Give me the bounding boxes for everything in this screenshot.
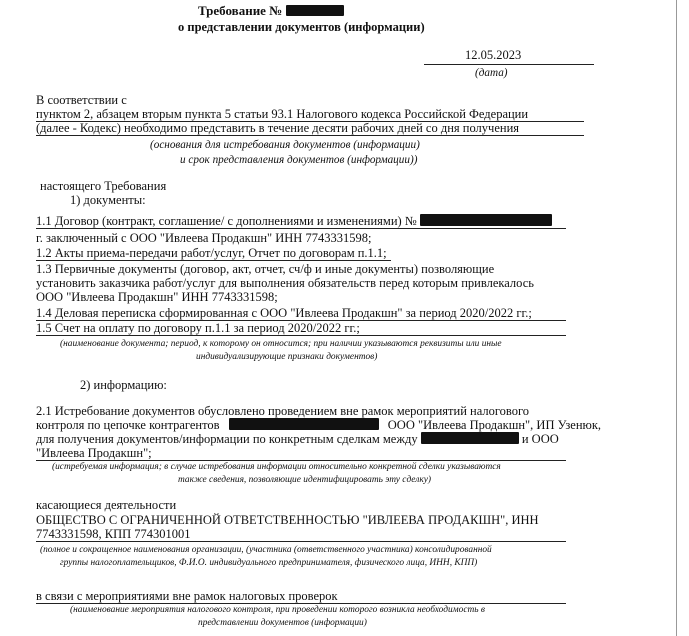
date-value: 12.05.2023 xyxy=(465,48,522,62)
control-caption1: (наименование мероприятия налогового контроля, при проведении которого возникла необходимость в xyxy=(70,605,485,615)
doc-line-2-underline xyxy=(36,260,391,261)
info-line-1: 2.1 Истребование документов обусловлено проведением вне рамок мероприятий налогового xyxy=(36,404,530,418)
info-line-2: контроля по цепочке контрагентов ООО "Ивлеева Продакшн", ИП Узенюк, xyxy=(36,418,602,432)
redacted-contractors xyxy=(229,418,379,430)
basis-intro: В соответствии с xyxy=(36,93,127,107)
basis-line2-underline xyxy=(36,135,584,136)
doc-line-5-underline xyxy=(36,335,566,336)
documents-label: 1) документы: xyxy=(70,193,146,207)
documents-caption1: (наименование документа; период, к которому он относится; при наличии указываются реквизиты или иные xyxy=(60,339,502,349)
documents-caption2: индивидуализирующие признаки документов) xyxy=(196,352,378,362)
information-caption2: также сведения, позволяющие идентифицировать эту сделку) xyxy=(178,475,431,485)
document-title: Требование № xyxy=(198,4,344,18)
document-subtitle: о представлении документов (информации) xyxy=(178,20,425,34)
control-caption2: представлении документов (информации) xyxy=(198,618,367,628)
scan-edge xyxy=(676,0,677,636)
organization-line1: ОБЩЕСТВО С ОГРАНИЧЕННОЙ ОТВЕТСТВЕННОСТЬЮ "ИВЛЕЕВА ПРОДАКШН", ИНН xyxy=(36,513,539,527)
info-line-4: "Ивлеева Продакшн"; xyxy=(36,446,152,460)
control-underline xyxy=(36,603,566,604)
basis-caption2: и срок представления документов (информации)) xyxy=(180,154,418,166)
doc-item-3-cont2: ООО "Ивлеева Продакшн" ИНН 7743331598; xyxy=(36,290,278,304)
info-underline xyxy=(36,460,566,461)
doc-item-1: 1.1 Договор (контракт, соглашение/ с дополнениями и изменениями) № xyxy=(36,214,552,228)
info-line-3: для получения документов/информации по конкретным сделкам между и ООО xyxy=(36,432,559,446)
doc-line-1-underline xyxy=(36,228,566,229)
date-caption: (дата) xyxy=(475,67,508,79)
doc-item-5: 1.5 Счет на оплату по договору п.1.1 за период 2020/2022 гг.; xyxy=(36,321,360,335)
organization-caption1: (полное и сокращенное наименования организации, (участника (ответственного участника) консолидированной xyxy=(40,545,492,555)
date-underline xyxy=(424,64,594,65)
information-caption1: (истребуемая информация; в случае истребования информации относительно конкретной сделки указываются xyxy=(52,462,501,472)
control-text: в связи с мероприятиями вне рамок налоговых проверок xyxy=(36,589,338,603)
organization-label: касающиеся деятельности xyxy=(36,498,177,512)
information-label: 2) информацию: xyxy=(80,378,167,392)
basis-line1: пунктом 2, абзацем вторым пункта 5 статьи 93.1 Налогового кодекса Российской Федерации xyxy=(36,107,529,121)
doc-item-1-cont: г. заключенный с ООО "Ивлеева Продакшн" ИНН 7743331598; xyxy=(36,231,372,245)
doc-item-3-cont: установить заказчика работ/услуг для выполнения обязательств перед которым привлекалось xyxy=(36,276,534,290)
doc-item-4: 1.4 Деловая переписка сформированная с ООО "Ивлеева Продакшн" за период 2020/2022 гг.; xyxy=(36,306,532,320)
requirement-label: настоящего Требования xyxy=(40,179,167,193)
redacted-parties xyxy=(421,432,519,444)
doc-item-3: 1.3 Первичные документы (договор, акт, отчет, сч/ф и иные документы) позволяющие xyxy=(36,262,495,276)
organization-underline xyxy=(36,541,566,542)
doc-item-2: 1.2 Акты приема-передачи работ/услуг, Отчет по договорам п.1.1; xyxy=(36,246,387,260)
organization-line2: 7743331598, КПП 774301001 xyxy=(36,527,191,541)
organization-caption2: группы налогоплательщиков, Ф.И.О. индивидуального предпринимателя, физического лица, ИНН, КПП) xyxy=(60,558,478,568)
redacted-contract-number xyxy=(420,214,552,226)
basis-line2: (далее - Кодекс) необходимо представить в течение десяти рабочих дней со дня получения xyxy=(36,121,520,135)
basis-caption1: (основания для истребования документов (информации) xyxy=(150,139,420,151)
redacted-number xyxy=(286,5,344,16)
